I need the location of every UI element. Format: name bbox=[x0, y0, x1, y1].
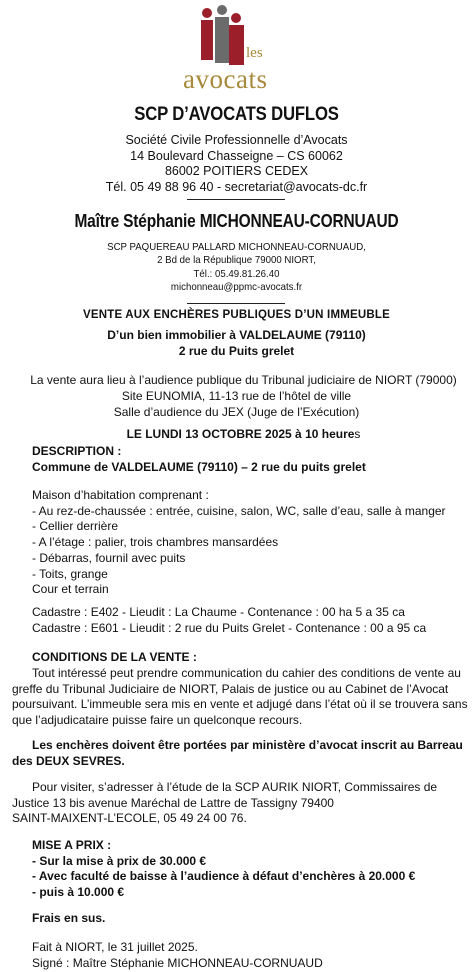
price-line: - Sur la mise à prix de 30.000 € bbox=[32, 853, 207, 868]
firm-line: 14 Boulevard Chasseigne – CS 60062 bbox=[130, 148, 343, 163]
sale-location bbox=[0, 372, 473, 420]
fees-note: Frais en sus. bbox=[32, 911, 106, 925]
description-items bbox=[32, 488, 446, 598]
description-item: - Toits, grange bbox=[32, 566, 108, 581]
location-line: Site EUNOMIA, 11-13 rue de l’hôtel de ville bbox=[121, 389, 352, 403]
logo-word-avocats: avocats bbox=[183, 64, 268, 94]
firm-info bbox=[0, 133, 473, 195]
conditions-line: poursuivant. L’immeuble sera mis en vente et adjugé dans l’état où il se trouvera sans bbox=[12, 697, 468, 711]
logo-figures-icon bbox=[170, 4, 300, 96]
logo-word-les: les bbox=[246, 45, 263, 61]
description-commune: Commune de VALDELAUME (79110) – 2 rue du puits grelet bbox=[32, 459, 366, 474]
description-item: - Cellier derrière bbox=[32, 519, 119, 534]
conditions-line: Tout intéressé peut prendre communication du cahier des conditions de vente au bbox=[32, 666, 461, 680]
signed-place-date: Fait à NIORT, le 31 juillet 2025. bbox=[32, 940, 198, 954]
divider bbox=[187, 303, 285, 304]
location-line: La vente aura lieu à l’audience publique du Tribunal judiciaire de NIORT (79000) bbox=[30, 373, 457, 387]
sale-date bbox=[0, 427, 473, 441]
price-line: - Avec faculté de baisse à l’audience à défaut d’enchères à 20.000 € bbox=[32, 869, 416, 884]
cadastre-list bbox=[32, 605, 426, 636]
visit-info bbox=[12, 780, 468, 827]
lawyer-info bbox=[19, 241, 454, 294]
firm-line: Tél. 05 49 88 96 40 - secretariat@avocats-dc.fr bbox=[105, 179, 368, 194]
description-item: Maison d’habitation comprenant : bbox=[32, 488, 209, 502]
firm-line: 86002 POITIERS CEDEX bbox=[164, 164, 309, 178]
les-avocats-logo bbox=[170, 4, 300, 96]
price-line: - puis à 10.000 € bbox=[32, 885, 125, 900]
property-subtitle: D’un bien immobilier à VALDELAUME (79110) bbox=[107, 328, 366, 342]
lawyer-line: michonneau@ppmc-avocats.fr bbox=[170, 280, 303, 293]
conditions-heading: CONDITIONS DE LA VENTE : bbox=[32, 650, 197, 664]
conditions-line: que l’adjudicataire puisse faire un quelconque recours. bbox=[12, 712, 303, 727]
description-item: - Débarras, fournil avec puits bbox=[32, 550, 186, 565]
price-section bbox=[32, 838, 415, 901]
divider bbox=[187, 199, 285, 200]
firm-name: SCP D’AVOCATS DUFLOS bbox=[134, 104, 339, 125]
firm-line: Société Civile Professionnelle d’Avocats bbox=[125, 133, 348, 147]
sale-date-tail: s bbox=[354, 427, 361, 441]
description-item: Cour et terrain bbox=[32, 582, 109, 597]
description-heading: DESCRIPTION : bbox=[32, 444, 122, 458]
signature-block bbox=[32, 940, 323, 971]
bar-line: des DEUX SEVRES. bbox=[12, 753, 125, 768]
sale-title: VENTE AUX ENCHÈRES PUBLIQUES D’UN IMMEUBLE bbox=[82, 309, 390, 321]
visit-line: Justice 13 bis avenue Maréchal de Lattre de Tassigny 79400 bbox=[12, 795, 334, 810]
lawyer-line: Tél.: 05.49.81.26.40 bbox=[193, 267, 280, 280]
bar-line: Les enchères doivent être portées par ministère d’avocat inscrit au Barreau bbox=[32, 738, 463, 752]
sale-date-main: LE LUNDI 13 OCTOBRE 2025 à 10 heure bbox=[126, 427, 355, 441]
lawyer-line: SCP PAQUEREAU PALLARD MICHONNEAU-CORNUAUD, bbox=[107, 241, 366, 253]
description-item: - A l’étage : palier, trois chambres mansardées bbox=[32, 535, 279, 550]
visit-line: SAINT-MAIXENT-L’ECOLE, 05 49 24 00 76. bbox=[12, 811, 247, 825]
cadastre-line: Cadastre : E402 - Lieudit : La Chaume - Contenance : 00 ha 5 a 35 ca bbox=[32, 605, 405, 619]
price-heading: MISE A PRIX : bbox=[32, 838, 112, 852]
signed-by: Signé : Maître Stéphanie MICHONNEAU-CORNUAUD bbox=[32, 955, 323, 970]
visit-line: Pour visiter, s’adresser à l’étude de la SCP AURIK NIORT, Commissaires de bbox=[32, 780, 438, 794]
bar-requirement bbox=[12, 738, 468, 769]
description-item: - Au rez-de-chaussée : entrée, cuisine, salon, WC, salle d’eau, salle à manger bbox=[32, 503, 446, 518]
description-section bbox=[32, 444, 366, 475]
cadastre-line: Cadastre : E601 - Lieudit : 2 rue du Puits Grelet - Contenance : 00 a 95 ca bbox=[32, 620, 427, 635]
property-heading bbox=[0, 327, 473, 359]
location-line: Salle d’audience du JEX (Juge de l’Exécution) bbox=[113, 405, 360, 419]
conditions-line: greffe du Tribunal Judiciaire de NIORT, Palais de justice ou au Cabinet de l’Avocat bbox=[12, 681, 449, 696]
lawyer-name: Maître Stéphanie MICHONNEAU-CORNUAUD bbox=[74, 211, 399, 231]
conditions-text bbox=[12, 666, 468, 728]
property-address: 2 rue du Puits grelet bbox=[178, 344, 295, 358]
lawyer-line: 2 Bd de la République 79000 NIORT, bbox=[157, 254, 316, 267]
